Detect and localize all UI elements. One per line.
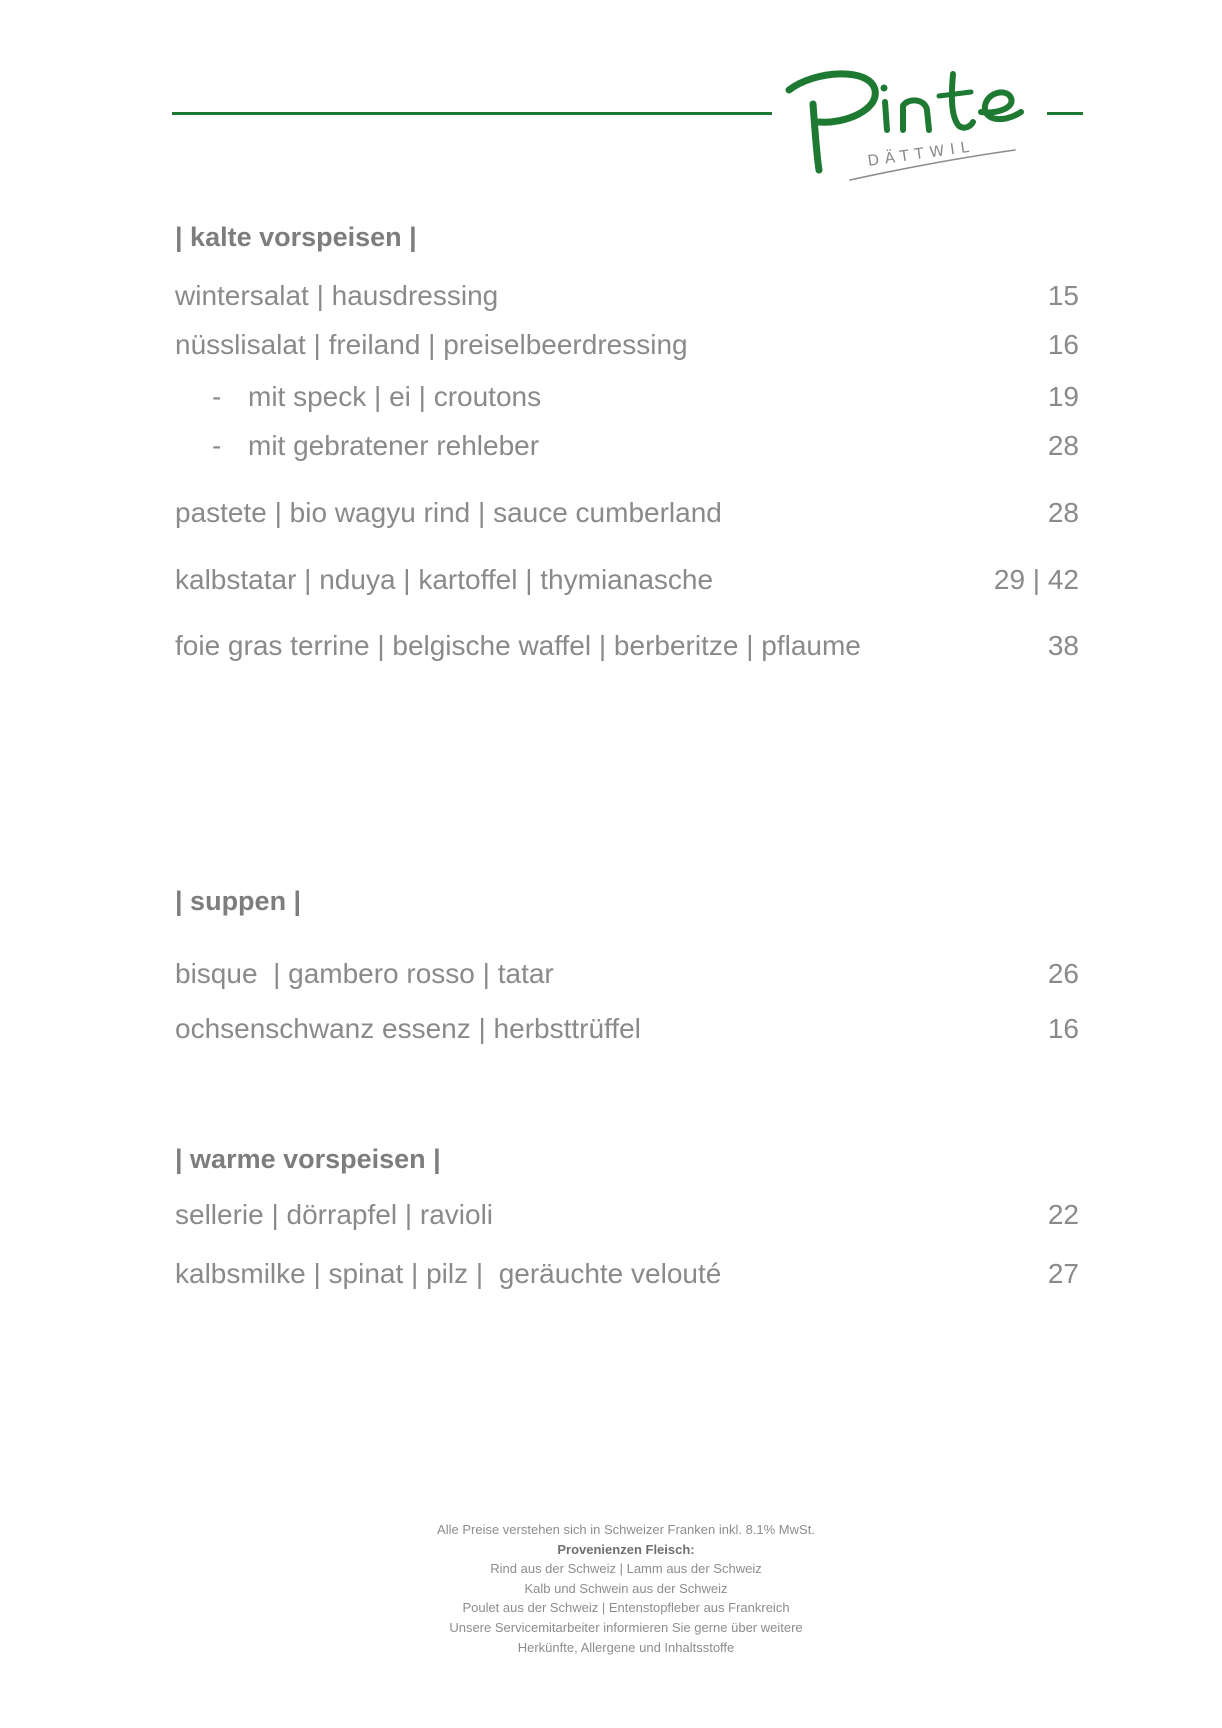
menu-item-name: bisque | gambero rosso | tatar — [175, 958, 554, 989]
menu-item-price: 26 — [1047, 958, 1079, 989]
menu-item-price: 22 — [1047, 1199, 1079, 1230]
footer-provenance-line: Poulet aus der Schweiz | Entenstopfleber aus Frankreich — [462, 1600, 790, 1616]
footer-provenance-line: Kalb und Schwein aus der Schweiz — [524, 1580, 728, 1596]
pinte-logo-subtext: DÄTTWIL — [866, 137, 976, 170]
menu-item-name: foie gras terrine | belgische waffel | berberitze | pflaume — [175, 630, 861, 661]
menu-item-name: kalbstatar | nduya | kartoffel | thymianasche — [175, 564, 714, 595]
footer-provenance-heading: Provenienzen Fleisch: — [557, 1541, 695, 1557]
sub-item-dash: - — [212, 381, 222, 412]
menu-item-price: 16 — [1047, 1013, 1079, 1044]
menu-sub-item — [0, 430, 1222, 464]
footer-provenance-line: Rind aus der Schweiz | Lamm aus der Schweiz — [490, 1561, 762, 1577]
section-title-suppen: | suppen | — [175, 886, 302, 916]
menu-item — [0, 1258, 1222, 1292]
menu-item-price: 27 — [1047, 1258, 1079, 1289]
footer-notes — [360, 1520, 892, 1657]
menu-item-name: nüsslisalat | freiland | preiselbeerdressing — [175, 329, 688, 360]
menu-item — [0, 329, 1222, 363]
menu-item-name: mit speck | ei | croutons — [248, 381, 542, 412]
pinte-logo-graphic — [775, 62, 1045, 192]
footer-service-note: Unsere Servicemitarbeiter informieren Sie gerne über weitere — [449, 1619, 803, 1635]
menu-item — [0, 564, 1222, 598]
sub-item-dash: - — [212, 430, 222, 461]
section-title-warme-vorspeisen: | warme vorspeisen | — [175, 1144, 441, 1174]
menu-item-price: 28 — [1047, 497, 1079, 528]
header-rule-right — [1047, 112, 1083, 115]
header-rule-left — [172, 112, 772, 115]
menu-item — [0, 958, 1222, 992]
pinte-logo — [775, 62, 1045, 192]
menu-item-name: ochsenschwanz essenz | herbsttrüffel — [175, 1013, 641, 1044]
menu-item-price: 28 — [1047, 430, 1079, 461]
section-title-kalte-vorspeisen: | kalte vorspeisen | — [175, 222, 417, 252]
menu-item-price: 29 | 42 — [993, 564, 1079, 595]
menu-item — [0, 1013, 1222, 1047]
menu-item-name: wintersalat | hausdressing — [175, 280, 499, 311]
menu-item-price: 16 — [1047, 329, 1079, 360]
menu-item — [0, 630, 1222, 664]
footer-service-note: Herkünfte, Allergene und Inhaltsstoffe — [517, 1639, 735, 1655]
menu-item-price: 15 — [1047, 280, 1079, 311]
menu-item-price: 19 — [1047, 381, 1079, 412]
menu-item — [0, 1199, 1222, 1233]
menu-item-name: sellerie | dörrapfel | ravioli — [175, 1199, 494, 1230]
menu-item-name: mit gebratener rehleber — [248, 430, 540, 461]
menu-item — [0, 280, 1222, 314]
menu-item-name: pastete | bio wagyu rind | sauce cumberland — [175, 497, 722, 528]
menu-item — [0, 497, 1222, 531]
menu-item-name: kalbsmilke | spinat | pilz | geräuchte velouté — [175, 1258, 722, 1289]
menu-sub-item — [0, 381, 1222, 415]
footer-price-note: Alle Preise verstehen sich in Schweizer Franken inkl. 8.1% MwSt. — [437, 1522, 815, 1537]
menu-item-price: 38 — [1047, 630, 1079, 661]
